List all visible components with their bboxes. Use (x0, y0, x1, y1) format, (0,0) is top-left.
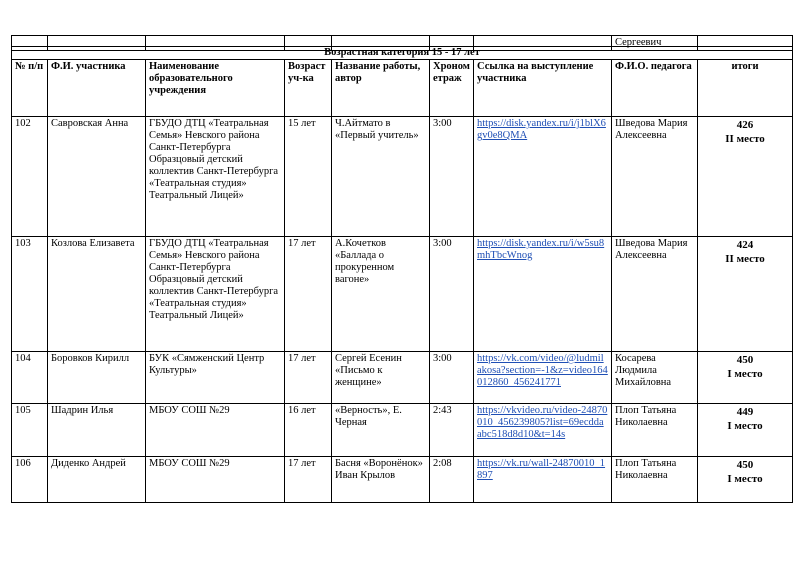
timing: 3:00 (430, 237, 474, 352)
teacher-name: Шведова Мария Алексеевна (612, 117, 698, 237)
result-cell (698, 117, 793, 237)
table-row (12, 237, 793, 352)
work-title: Сергей Есенин «Письмо к женщине» (332, 352, 430, 404)
teacher-name: Плоп Татьяна Николаевна (612, 457, 698, 503)
table-row (12, 352, 793, 404)
participant-name: Савровская Анна (48, 117, 146, 237)
header-work: Название работы, автор (332, 60, 430, 117)
work-title: «Верность», Е. Черная (332, 404, 430, 457)
row-num: 102 (12, 117, 48, 237)
header-row (12, 60, 793, 117)
place: I место (727, 473, 763, 485)
category-title: Возрастная категория 15 - 17 лет (12, 47, 793, 60)
institution: МБОУ СОШ №29 (146, 457, 285, 503)
link-cell (474, 457, 612, 503)
institution: БУК «Сямженский Центр Культуры» (146, 352, 285, 404)
table-row (12, 404, 793, 457)
participant-name: Шадрин Илья (48, 404, 146, 457)
score: 426 (736, 119, 754, 131)
participant-name: Диденко Андрей (48, 457, 146, 503)
participant-age: 17 лет (285, 237, 332, 352)
results-table (11, 46, 793, 503)
institution: ГБУДО ДТЦ «Театральная Семья» Невского района Санкт-Петербурга Образцовый детский коллектив Санкт-Петербурга «Театральная студия» Театральный Лицей» (146, 117, 285, 237)
link-cell (474, 352, 612, 404)
header-result: итоги (698, 60, 793, 117)
participant-age: 17 лет (285, 352, 332, 404)
work-title: Ч.Айтмато в «Первый учитель» (332, 117, 430, 237)
institution: МБОУ СОШ №29 (146, 404, 285, 457)
teacher-name: Плоп Татьяна Николаевна (612, 404, 698, 457)
participant-age: 16 лет (285, 404, 332, 457)
table-row (12, 117, 793, 237)
teacher-name: Шведова Мария Алексеевна (612, 237, 698, 352)
header-timing: Хронометраж (430, 60, 474, 117)
teacher-cell: Сергеевич (612, 36, 698, 51)
place: II место (725, 253, 765, 265)
institution: ГБУДО ДТЦ «Театральная Семья» Невского района Санкт-Петербурга Образцовый детский коллектив Санкт-Петербурга «Театральная студия» Театральный Лицей» (146, 237, 285, 352)
place: II место (725, 133, 765, 145)
work-title: А.Кочетков «Баллада о прокуренном вагоне» (332, 237, 430, 352)
header-link: Ссылка на выступление участника (474, 60, 612, 117)
row-num: 105 (12, 404, 48, 457)
score: 424 (736, 239, 754, 251)
result-cell (698, 404, 793, 457)
header-age: Возраст уч-ка (285, 60, 332, 117)
performance-link[interactable]: https://vkvideo.ru/video-24870010_456239805?list=69ecddaabc518d8d10&t=14s (477, 405, 608, 440)
result-cell (698, 457, 793, 503)
header-institution: Наименование образовательного учреждения (146, 60, 285, 117)
category-row (12, 47, 793, 60)
header-teacher: Ф.И.О. педагога (612, 60, 698, 117)
row-num: 106 (12, 457, 48, 503)
link-cell (474, 404, 612, 457)
result-cell (698, 352, 793, 404)
link-cell (474, 237, 612, 352)
performance-link[interactable]: https://vk.com/video/@ludmilakosa?section=-1&z=video164012860_456241771 (477, 353, 608, 388)
score: 450 (736, 459, 754, 471)
result-cell (698, 237, 793, 352)
timing: 3:00 (430, 117, 474, 237)
row-num: 103 (12, 237, 48, 352)
participant-name: Боровков Кирилл (48, 352, 146, 404)
place: I место (727, 368, 763, 380)
score: 449 (736, 406, 754, 418)
header-num: № п/п (12, 60, 48, 117)
work-title: Басня «Воронёнок» Иван Крылов (332, 457, 430, 503)
performance-link[interactable]: https://disk.yandex.ru/i/w5su8mhTbcWnog (477, 238, 605, 261)
participant-age: 17 лет (285, 457, 332, 503)
teacher-name: Косарева Людмила Михайловна (612, 352, 698, 404)
timing: 2:08 (430, 457, 474, 503)
performance-link[interactable]: https://vk.ru/wall-24870010_1897 (477, 458, 606, 481)
timing: 3:00 (430, 352, 474, 404)
performance-link[interactable]: https://disk.yandex.ru/i/j1blX6gv0e8QMA (477, 118, 606, 141)
participant-age: 15 лет (285, 117, 332, 237)
table-body (12, 117, 793, 503)
place: I место (727, 420, 763, 432)
participant-name: Козлова Елизавета (48, 237, 146, 352)
timing: 2:43 (430, 404, 474, 457)
link-cell (474, 117, 612, 237)
row-num: 104 (12, 352, 48, 404)
table-row (12, 457, 793, 503)
score: 450 (736, 354, 754, 366)
header-name: Ф.И. участника (48, 60, 146, 117)
